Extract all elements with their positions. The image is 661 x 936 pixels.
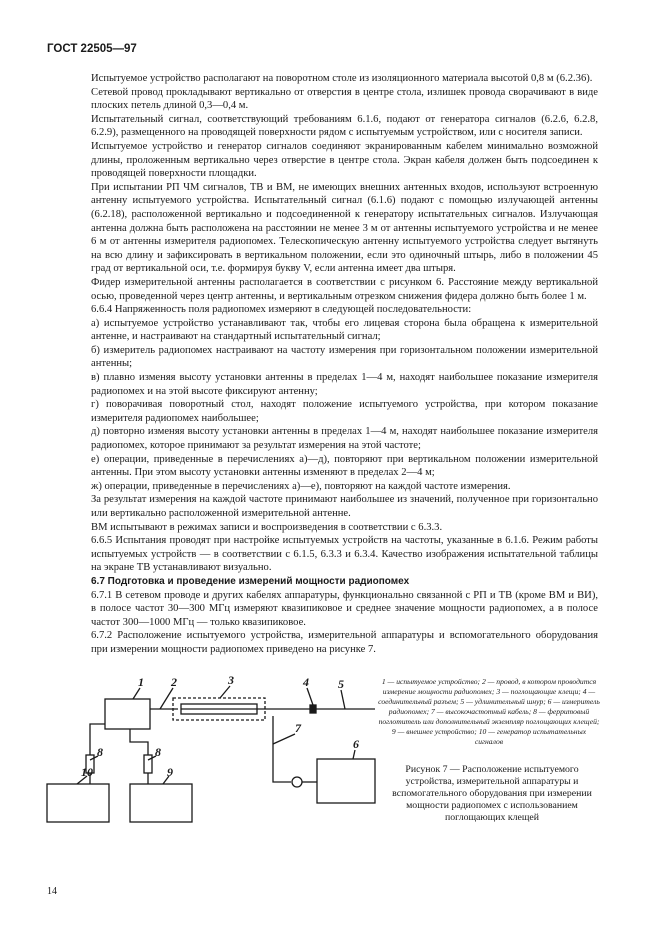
paragraph: 6.6.4 Напряженность поля радиопомех измеряют в следующей последовательности: [91, 304, 472, 316]
label-7: 7 [295, 721, 301, 735]
signal-generator-box [47, 784, 109, 822]
label-3: 3 [228, 673, 234, 687]
ferrite-absorber-right [144, 755, 152, 773]
list-item: в) плавно изменяя высоту установки антенны в пределах 1—4 м, находят наибольшее показание измерителя радиопомех и на этой высоте фиксируют антенну; [91, 372, 598, 397]
list-item: б) измеритель радиопомех настраивают на частоту измерения при горизонтальном положении измерительной антенны; [91, 344, 598, 370]
label-8b: 8 [155, 745, 161, 759]
device-under-test-box [105, 699, 150, 729]
label-8a: 8 [97, 745, 103, 759]
list-item: д) повторно изменяя высоту установки антенны в пределах 1—4 м, находят наибольшее показание измерителя радиопомех, которое принимают за результат измерения на этой частоте; [91, 426, 598, 452]
figure-legend: 1 — испытуемое устройство; 2 — провод, в котором проводится измерение мощности радиопомех; 3 — поглощающие клещи; 4 — соединительный разъем; 5 — удлинительный шнур; 6 — измеритель радиопомех; 7 — высокочастотный кабель; 8 — ферритовый поглотитель или дополнительный экземпляр поглощающих клещей; 9 — внешнее устройство; 10 — генератор испытательных сигналов [378, 677, 600, 746]
paragraph: При испытании РП ЧМ сигналов, ТВ и ВМ, не имеющих внешних антенных входов, используют встроенную антенну испытуемого устройства. Испытательный сигнал (6.1.6) подают с помощью излучающей антенны (6.2.18), расположенной вертикально и подсоединенной к генератору испытательных сигналов. Излучающая антенна должна быть расположена на расстоянии не менее 3 м от антенны испытуемого устройства и не менее 6 м от антенны измерителя радиопомех. Телескопическую антенну испытуемого устройства следует вытянуть на всю длину и зафиксировать в вертикальном положении, если это одиночный штырь, либо в положении 45 град от вертикальной оси, т.е. формируя букву V, если антенна имеет два штыря. [91, 181, 598, 275]
page-number: 14 [47, 886, 57, 897]
list-item: ж) операции, приведенные в перечислениях а)—е), повторяют на каждой частоте измерения. [91, 480, 511, 492]
body-text [91, 72, 598, 657]
paragraph: Испытательный сигнал, соответствующий требованиям 6.1.6, подают от генератора сигналов (6.2.6, 6.2.8, 6.2.9), размещенного на проводящей поверхности рядом с испытуемым устройством, или с носителя записи. [91, 113, 598, 139]
label-1: 1 [138, 675, 144, 689]
paragraph: Фидер измерительной антенны располагается в соответствии с рисунком 6. Расстояние между вертикальной осью, проведенной через центр антенны, и вертикальным отрезком снижения фидера должно быть более 1 м. [91, 276, 598, 302]
paragraph: Испытуемое устройство располагают на поворотном столе из изоляционного материала высотой 0,8 м (6.2.36). [91, 73, 593, 84]
cable-to-external [130, 729, 148, 755]
paragraph: 6.7.1 В сетевом проводе и других кабелях аппаратуры, функционально связанной с РП и ТВ (кроме ВМ и ВИ), в полосе частот 30—300 МГц измеряют квазипиковое и среднее значение мощности радиопомех, а в полосе частот 300—1000 МГц — только квазипиковое. [91, 589, 598, 628]
paragraph: Испытуемое устройство и генератор сигналов соединяют экранированным кабелем минимально возможной длины, проложенным вертикально через отверстие в центре стола. Экран кабеля должен быть подсоединен к проводящей поверхности площадки. [91, 140, 598, 180]
paragraph: ВМ испытывают в режимах записи и воспроизведения в соответствии с 6.3.3. [91, 521, 443, 533]
paragraph: 6.6.5 Испытания проводят при настройке испытуемых устройств на частоты, указанные в 6.1.6. Режим работы испытуемых устройств — в соответствии с 6.1.5, 6.3.3 и 6.3.4. Качество изображения испытательной таблицы на экране ТВ устанавливают визуально. [91, 535, 598, 574]
list-item: г) поворачивая поворотный стол, находят положение испытуемого устройства, при котором показание измерителя радиопомех наибольшее; [91, 399, 598, 424]
paragraph: Сетевой провод прокладывают вертикально от отверстия в центре стола, излишек провода сворачивают в виде плоских петель длиной 0,3—0,4 м. [91, 86, 598, 112]
external-device-box [130, 784, 192, 822]
label-6: 6 [353, 737, 359, 751]
list-item: а) испытуемое устройство устанавливают так, чтобы его лицевая сторона была обращена к измерительной антенне, и настраивают на стандартный испытательный сигнал; [91, 317, 598, 343]
figure-7-diagram [45, 672, 385, 827]
connector [310, 705, 316, 713]
interference-meter-box [317, 759, 375, 803]
paragraph: 6.7.2 Расположение испытуемого устройства, измерительной аппаратуры и вспомогательного оборудования при измерении мощности радиопомех приведено на рисунке 7. [91, 630, 598, 655]
cable-loop [292, 777, 302, 787]
list-item: е) операции, приведенные в перечислениях а)—д), повторяют при вертикальном положении измерительной антенны. При этом высоту установки антенны изменяют в пределах 2—4 м; [91, 453, 598, 479]
paragraph: За результат измерения на каждой частоте принимают наибольшее из значений, полученное при горизонтально или вертикально расположенной измерительной антенне. [91, 494, 598, 519]
document-header: ГОСТ 22505—97 [47, 43, 137, 55]
label-2: 2 [171, 675, 177, 689]
label-5: 5 [338, 677, 344, 691]
figure-caption: Рисунок 7 — Расположение испытуемого устройства, измерительной аппаратуры и вспомогательного оборудования при измерении мощности радиопомех с использованием поглощающих клещей [392, 764, 592, 823]
label-4: 4 [303, 675, 309, 689]
label-9: 9 [167, 765, 173, 779]
section-heading: 6.7 Подготовка и проведение измерений мощности радиопомех [91, 575, 410, 587]
hf-cable [273, 716, 291, 782]
label-10: 10 [81, 765, 93, 779]
